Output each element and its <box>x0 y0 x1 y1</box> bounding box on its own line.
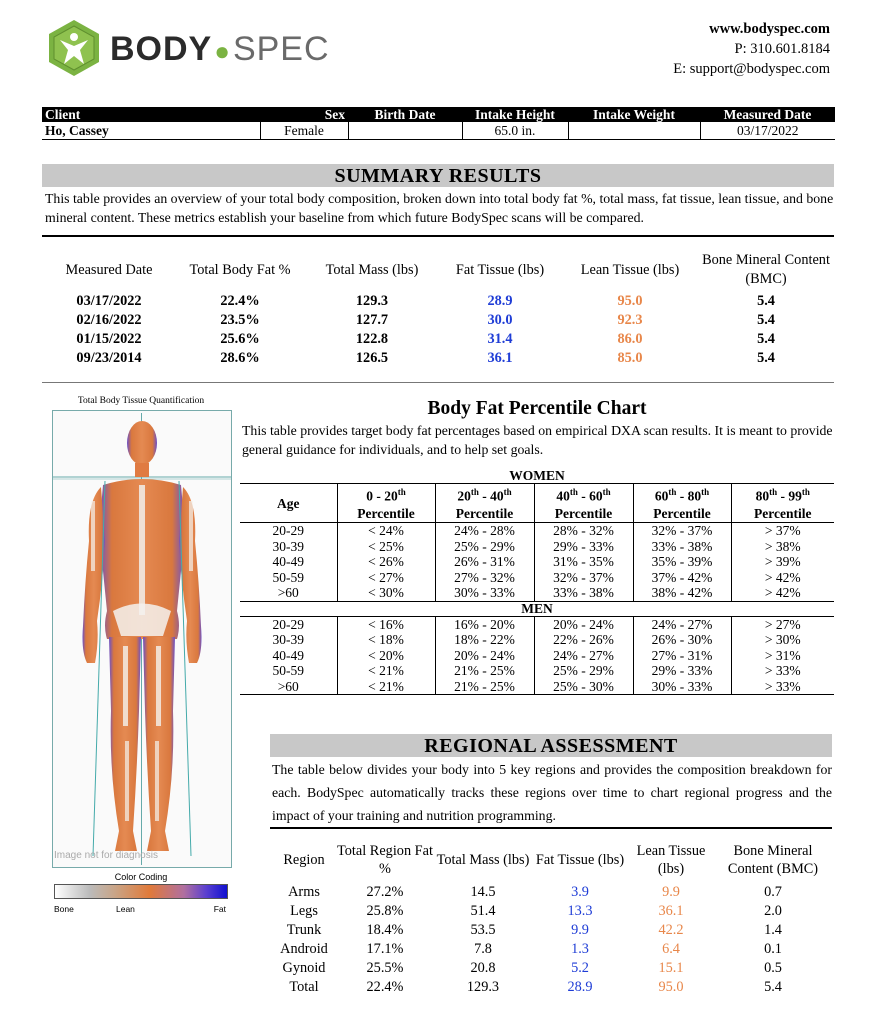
percentile-cell: 22% - 26% <box>534 632 633 648</box>
divider <box>42 382 834 383</box>
regional-cell: 17.1% <box>366 941 404 957</box>
percentile-cell: 18% - 22% <box>435 632 534 648</box>
summary-cell: 02/16/2022 <box>76 312 142 328</box>
summary-cell: 5.4 <box>757 312 775 328</box>
regional-cell: Gynoid <box>282 960 326 976</box>
table-row <box>240 539 834 555</box>
scale-label-lean: Lean <box>116 904 135 914</box>
regional-cell: Trunk <box>286 922 322 938</box>
table-row <box>272 902 832 921</box>
table-row <box>240 585 834 601</box>
birth-date-header: Birth Date <box>348 107 462 122</box>
regional-cell: 22.4% <box>366 979 404 995</box>
percentile-cell: 16% - 20% <box>435 616 534 632</box>
percentile-cell: 24% - 28% <box>435 523 534 539</box>
percentile-col-header: 60th - 80th Percentile <box>633 484 731 523</box>
measured-date-header: Measured Date <box>700 107 835 122</box>
regional-cell: 0.1 <box>764 941 782 957</box>
summary-cell: 09/23/2014 <box>76 350 142 366</box>
percentile-cell: 29% - 33% <box>534 539 633 555</box>
percentile-cell: 33% - 38% <box>633 539 731 555</box>
summary-cell: 22.4% <box>220 293 260 309</box>
color-scale-labels <box>52 904 230 916</box>
regional-cell: Android <box>280 941 328 957</box>
regional-col-header: Bone Mineral Content (BMC) <box>727 843 819 877</box>
percentile-cell: 21% - 25% <box>435 663 534 679</box>
scale-label-bone: Bone <box>54 904 74 914</box>
summary-cell: 92.3 <box>617 312 643 328</box>
regional-cell: 27.2% <box>366 884 404 900</box>
percentile-chart-description: This table provides target body fat percentages based on empirical DXA scan results. It is meant to provide general guidance for individuals, and to help set goals. <box>242 423 833 457</box>
percentile-cell: > 37% <box>731 523 834 539</box>
regional-title: REGIONAL ASSESSMENT <box>270 734 832 757</box>
table-row <box>272 921 832 940</box>
table-row <box>44 349 834 368</box>
summary-cell: 28.9 <box>487 293 513 309</box>
percentile-cell: < 21% <box>337 663 435 679</box>
percentile-cell: 32% - 37% <box>534 570 633 586</box>
body-scan-caption: Total Body Tissue Quantification <box>77 396 205 406</box>
regional-cell: 36.1 <box>658 903 684 919</box>
client-sex: Female <box>260 122 348 140</box>
regional-col-header: Total Mass (lbs) <box>436 852 530 868</box>
divider <box>270 827 832 829</box>
regional-cell: 25.8% <box>366 903 404 919</box>
percentile-group-row <box>240 469 834 484</box>
summary-table <box>44 248 834 368</box>
summary-cell: 03/17/2022 <box>76 293 142 309</box>
table-row <box>272 883 832 902</box>
summary-cell: 28.6% <box>220 350 260 366</box>
percentile-cell: >60 <box>240 585 337 601</box>
client-height: 65.0 in. <box>462 122 568 140</box>
regional-col-header: Lean Tissue (lbs) <box>636 843 706 877</box>
percentile-cell: 20% - 24% <box>534 616 633 632</box>
percentile-cell: > 27% <box>731 616 834 632</box>
percentile-cell: 20-29 <box>272 616 304 632</box>
regional-cell: 53.5 <box>470 922 496 938</box>
regional-table <box>272 837 832 997</box>
contact-block <box>673 19 830 79</box>
percentile-cell: 40-49 <box>272 554 304 569</box>
scale-label-fat: Fat <box>213 904 226 914</box>
summary-cell: 126.5 <box>355 350 389 366</box>
client-birth-date <box>348 122 462 140</box>
summary-cell: 5.4 <box>757 331 775 347</box>
percentile-cell: > 42% <box>731 585 834 601</box>
regional-cell: 15.1 <box>658 960 684 976</box>
regional-cell: Arms <box>288 884 320 900</box>
regional-cell: 28.9 <box>567 979 593 995</box>
intake-height-header: Intake Height <box>462 107 568 122</box>
regional-cell: 14.5 <box>470 884 496 900</box>
summary-description: This table provides an overview of your total body composition, broken down into total body fat %, total mass, fat tissue, lean tissue, and bone mineral content. These metrics establish your baseline from which future BodySpec scans will be compared. <box>45 191 834 225</box>
percentile-cell: 20-29 <box>272 523 304 538</box>
support-email[interactable]: E: support@bodyspec.com <box>673 61 830 77</box>
regional-cell: 2.0 <box>764 903 782 919</box>
table-row <box>240 523 834 539</box>
regional-cell: 6.4 <box>662 941 680 957</box>
percentile-chart-title: Body Fat Percentile Chart <box>427 398 647 419</box>
percentile-cell: 30-39 <box>272 538 304 554</box>
summary-cell: 122.8 <box>355 331 389 347</box>
color-scale-bar <box>54 884 228 899</box>
percentile-cell: < 26% <box>337 554 435 570</box>
table-row <box>44 330 834 349</box>
percentile-cell: 35% - 39% <box>633 554 731 570</box>
percentile-cell: > 38% <box>731 539 834 555</box>
percentile-cell: > 30% <box>731 632 834 648</box>
percentile-cell: < 21% <box>337 679 435 695</box>
percentile-col-header: 40th - 60th Percentile <box>534 484 633 523</box>
percentile-cell: 30% - 33% <box>633 679 731 695</box>
regional-cell: 95.0 <box>658 979 684 995</box>
regional-cell: 129.3 <box>466 979 500 995</box>
table-row <box>272 959 832 978</box>
client-weight <box>568 122 700 140</box>
summary-col-header: Total Mass (lbs) <box>325 261 419 278</box>
body-scan-image <box>52 410 232 868</box>
percentile-cell: > 31% <box>731 648 834 664</box>
percentile-cell: 26% - 30% <box>633 632 731 648</box>
color-coding-label: Color Coding <box>114 872 168 882</box>
regional-cell: 1.3 <box>571 941 589 957</box>
regional-description: The table below divides your body into 5 key regions and provides the composition breakdown for each. BodySpec automatically tracks these regions over time to chart regional progress and the impact of your training and nutrition programming. <box>272 762 832 823</box>
percentile-cell: 37% - 42% <box>633 570 731 586</box>
summary-cell: 5.4 <box>757 293 775 309</box>
percentile-cell: < 18% <box>337 632 435 648</box>
regional-cell: 0.7 <box>764 884 782 900</box>
divider <box>42 235 834 237</box>
client-name: Ho, Cassey <box>42 122 260 140</box>
summary-cell: 30.0 <box>487 312 513 328</box>
percentile-cell: 21% - 25% <box>435 679 534 695</box>
summary-col-header: Lean Tissue (lbs) <box>580 261 680 278</box>
percentile-cell: 38% - 42% <box>633 585 731 601</box>
diagnosis-watermark: Image not for diagnosis <box>54 850 158 861</box>
percentile-cell: 28% - 32% <box>534 523 633 539</box>
percentile-cell: < 20% <box>337 648 435 664</box>
percentile-cell: < 24% <box>337 523 435 539</box>
percentile-cell: 32% - 37% <box>633 523 731 539</box>
percentile-cell: 31% - 35% <box>534 554 633 570</box>
percentile-cell: 33% - 38% <box>534 585 633 601</box>
regional-cell: 25.5% <box>366 960 404 976</box>
percentile-cell: 50-59 <box>272 569 304 585</box>
regional-cell: 13.3 <box>567 903 593 919</box>
percentile-cell: 25% - 29% <box>534 663 633 679</box>
summary-cell: 01/15/2022 <box>76 331 142 347</box>
regional-cell: 42.2 <box>658 922 684 938</box>
regional-cell: 5.4 <box>764 979 782 995</box>
table-row <box>240 632 834 648</box>
regional-cell: 20.8 <box>470 960 496 976</box>
summary-title: SUMMARY RESULTS <box>42 164 834 187</box>
regional-cell: 18.4% <box>366 922 404 938</box>
client-info-table <box>42 107 835 140</box>
percentile-cell: >60 <box>240 679 337 695</box>
percentile-cell: < 30% <box>337 585 435 601</box>
summary-cell: 25.6% <box>220 331 260 347</box>
summary-cell: 86.0 <box>617 331 643 347</box>
table-row <box>240 554 834 570</box>
percentile-cell: > 39% <box>731 554 834 570</box>
regional-cell: 0.5 <box>764 960 782 976</box>
percentile-col-header: 20th - 40th Percentile <box>435 484 534 523</box>
website-link[interactable]: www.bodyspec.com <box>709 21 830 37</box>
intake-weight-header: Intake Weight <box>568 107 700 122</box>
regional-cell: 9.9 <box>571 922 589 938</box>
percentile-cell: 40-49 <box>272 647 304 663</box>
percentile-col-header: 0 - 20th Percentile <box>337 484 435 523</box>
regional-cell: 5.2 <box>571 960 589 976</box>
women-label: WOMEN <box>240 469 834 484</box>
table-row <box>272 940 832 959</box>
table-row <box>240 648 834 664</box>
percentile-cell: 24% - 27% <box>534 648 633 664</box>
table-row <box>44 311 834 330</box>
table-row <box>240 616 834 632</box>
table-row <box>240 570 834 586</box>
summary-col-header: Fat Tissue (lbs) <box>455 261 545 278</box>
body-silhouette-icon <box>53 411 231 867</box>
sex-header: Sex <box>260 107 348 122</box>
percentile-cell: 20% - 24% <box>435 648 534 664</box>
percentile-cell: 30-39 <box>272 632 304 647</box>
regional-cell: 1.4 <box>764 922 782 938</box>
regional-cell: 3.9 <box>571 884 589 900</box>
regional-cell: Legs <box>290 903 318 919</box>
summary-cell: 85.0 <box>617 350 643 366</box>
age-header: Age <box>240 484 337 523</box>
percentile-col-header: 80th - 99th Percentile <box>731 484 834 523</box>
regional-col-header: Fat Tissue (lbs) <box>535 852 625 868</box>
summary-cell: 129.3 <box>355 293 389 309</box>
regional-cell: Total <box>289 979 319 995</box>
percentile-cell: > 42% <box>731 570 834 586</box>
percentile-cell: > 33% <box>731 679 834 695</box>
percentile-cell: < 25% <box>337 539 435 555</box>
summary-col-header: Total Body Fat % <box>189 261 291 278</box>
regional-col-header: Total Region Fat % <box>337 843 433 877</box>
regional-cell: 9.9 <box>662 884 680 900</box>
table-row <box>240 679 834 695</box>
summary-col-header: Measured Date <box>65 261 153 278</box>
brand-wordmark: BODY●SPEC <box>110 30 330 68</box>
regional-cell: 7.8 <box>474 941 492 957</box>
summary-cell: 23.5% <box>220 312 260 328</box>
summary-cell: 95.0 <box>617 293 643 309</box>
percentile-cell: 26% - 31% <box>435 554 534 570</box>
bodyspec-logo-icon <box>44 18 104 78</box>
summary-cell: 36.1 <box>487 350 513 366</box>
percentile-cell: 25% - 29% <box>435 539 534 555</box>
summary-cell: 31.4 <box>487 331 513 347</box>
percentile-table <box>240 469 834 695</box>
percentile-cell: 50-59 <box>272 663 304 678</box>
regional-col-header: Region <box>283 852 325 868</box>
table-row <box>240 663 834 679</box>
percentile-group-row <box>240 601 834 616</box>
men-label: MEN <box>240 601 834 616</box>
client-measured-date: 03/17/2022 <box>700 122 835 140</box>
summary-col-header: Bone Mineral Content (BMC) <box>702 252 830 287</box>
summary-cell: 5.4 <box>757 350 775 366</box>
percentile-cell: 24% - 27% <box>633 616 731 632</box>
percentile-cell: 29% - 33% <box>633 663 731 679</box>
percentile-cell: > 33% <box>731 663 834 679</box>
percentile-cell: 27% - 32% <box>435 570 534 586</box>
table-row <box>44 292 834 311</box>
client-header: Client <box>42 107 260 122</box>
table-row <box>272 978 832 997</box>
summary-cell: 127.7 <box>355 312 389 328</box>
percentile-cell: 25% - 30% <box>534 679 633 695</box>
regional-cell: 51.4 <box>470 903 496 919</box>
percentile-cell: 27% - 31% <box>633 648 731 664</box>
percentile-cell: < 27% <box>337 570 435 586</box>
percentile-cell: 30% - 33% <box>435 585 534 601</box>
phone-number: P: 310.601.8184 <box>734 41 830 57</box>
percentile-cell: < 16% <box>337 616 435 632</box>
percentile-header-row <box>240 484 834 523</box>
